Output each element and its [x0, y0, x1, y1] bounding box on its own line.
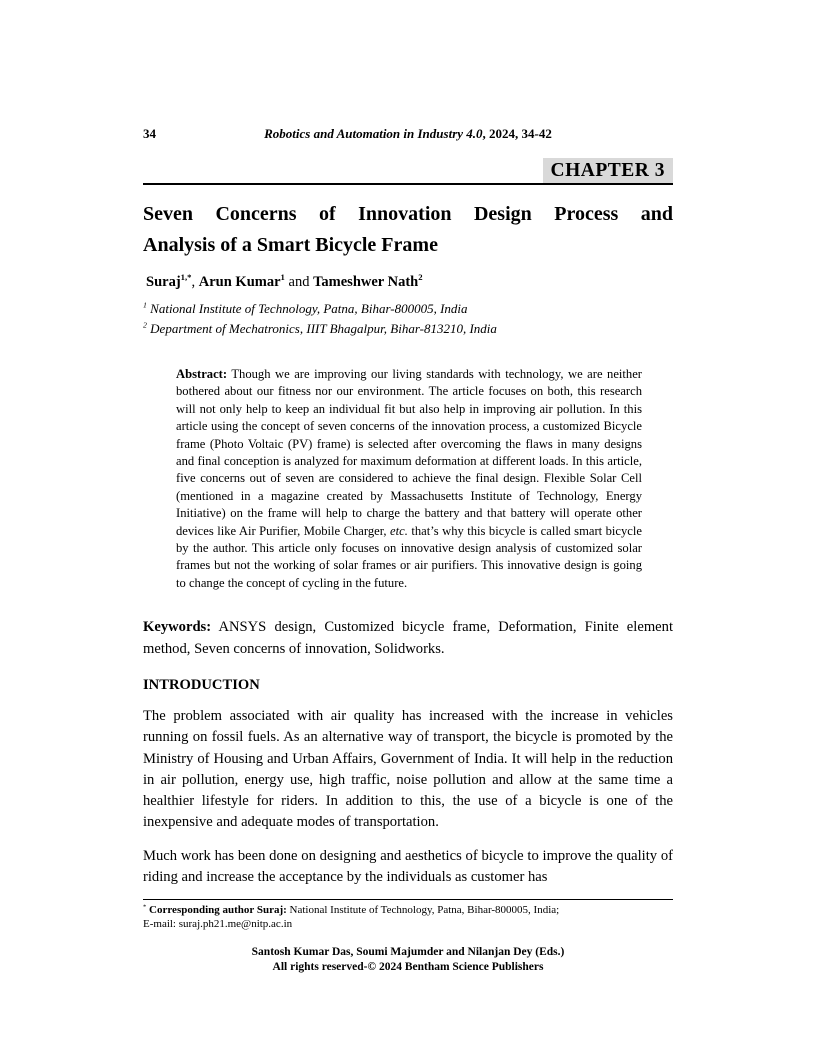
byline-separator-2: and [284, 274, 314, 290]
abstract-etc-italic: etc. [390, 523, 408, 538]
affiliation-1-text: National Institute of Technology, Patna, Bihar-800005, India [150, 301, 468, 316]
affiliation-1-sup: 1 [143, 300, 147, 310]
introduction-heading: INTRODUCTION [143, 677, 260, 694]
footnote-email: E-mail: suraj.ph21.me@nitp.ac.in [143, 918, 293, 931]
abstract-text-2: that’s why this bicycle is called smart bicycle by the author. This article only focuses on innovative design analysis of customized solar frames but not the working of solar frames or air purifiers. This innovative design is going to change the concept of cycling in the future. [176, 523, 642, 590]
author-1: Suraj [146, 274, 181, 290]
abstract-block [176, 366, 642, 592]
intro-paragraph-1: The problem associated with air quality has increased with the increase in vehicles running on fossil fuels. As an alternative way of transport, the bicycle is promoted by the Ministry of Housing and Urban Affairs, Government of India. It will help in the reduction in air pollution, energy use, high traffic, noise pollution and allow at the same time a healthier lifestyle for riders. In addition to this, the use of a bicycle is one of the inexpensive and adequate modes of transportation. [143, 708, 673, 831]
footnote-marker: * [143, 903, 147, 911]
byline-separator-1: , [191, 274, 199, 290]
running-title [143, 126, 673, 142]
chapter-title-line2: Analysis of a Smart Bicycle Frame [143, 234, 438, 256]
keywords-text: ANSYS design, Customized bicycle frame, Deformation, Finite element method, Seven concerns of innovation, Solidworks. [143, 619, 673, 657]
author-2-sup: 1 [280, 272, 285, 283]
footer-rights: All rights reserved-© 2024 Bentham Science Publishers [272, 960, 544, 973]
affiliations [143, 299, 673, 338]
abstract-text-1: Though we are improving our living standards with technology, we are neither bothered about our fitness nor our environment. The article focuses on both, this research will not only help to keep an individual fit but also help in improving air pollution. In this article using the concept of seven concerns of the innovation process, a customized Bicycle frame (Photo Voltaic (PV) frame) is selected after overcoming the flaws in many designs and final conception is analyzed for maximum deformation at different loads. In this article, five concerns out of seven are considered to achieve the final design. Flexible Solar Cell (mentioned in a magazine created by Massachusetts Institute of Technology, Energy Initiative) on the frame will help to charge the battery and that battery will operate other devices like Air Purifier, Mobile Charger, [176, 367, 643, 538]
keywords-block [143, 617, 673, 660]
author-1-sup: 1,* [180, 272, 192, 283]
chapter-rule-row [143, 158, 673, 185]
page-number: 34 [143, 126, 156, 141]
corresponding-author-footnote [143, 899, 673, 932]
intro-paragraph-2: Much work has been done on designing and aesthetics of bicycle to improve the quality of riding and increase the acceptance by the individuals as customer has [143, 847, 673, 885]
author-byline [143, 274, 673, 291]
chapter-title [143, 199, 673, 261]
author-2: Arun Kumar [198, 274, 281, 290]
running-title-pages: , 2024, 34-42 [482, 126, 552, 141]
affiliation-2-sup: 2 [143, 320, 147, 330]
keywords-label: Keywords: [143, 619, 212, 636]
abstract-label: Abstract: [176, 367, 228, 381]
footnote-line-1 [143, 903, 673, 918]
chapter-badge: CHAPTER 3 [543, 158, 673, 183]
affiliation-2-text: Department of Mechatronics, IIIT Bhagalpur, Bihar-813210, India [150, 320, 497, 336]
affiliation-1 [143, 299, 673, 319]
running-title-book: Robotics and Automation in Industry 4.0 [264, 126, 483, 141]
running-header [143, 126, 673, 143]
author-3: Tameshwer Nath [313, 274, 419, 290]
affiliation-2 [143, 319, 673, 339]
footer-editors: Santosh Kumar Das, Soumi Majumder and Nilanjan Dey (Eds.) [251, 945, 565, 958]
publisher-footer [143, 945, 673, 975]
chapter-title-line1: Seven Concerns of Innovation Design Process and [143, 203, 673, 225]
author-3-sup: 2 [418, 272, 423, 283]
footnote-text: National Institute of Technology, Patna, Bihar-800005, India; [286, 903, 560, 916]
footnote-label: Corresponding author Suraj: [149, 903, 287, 916]
